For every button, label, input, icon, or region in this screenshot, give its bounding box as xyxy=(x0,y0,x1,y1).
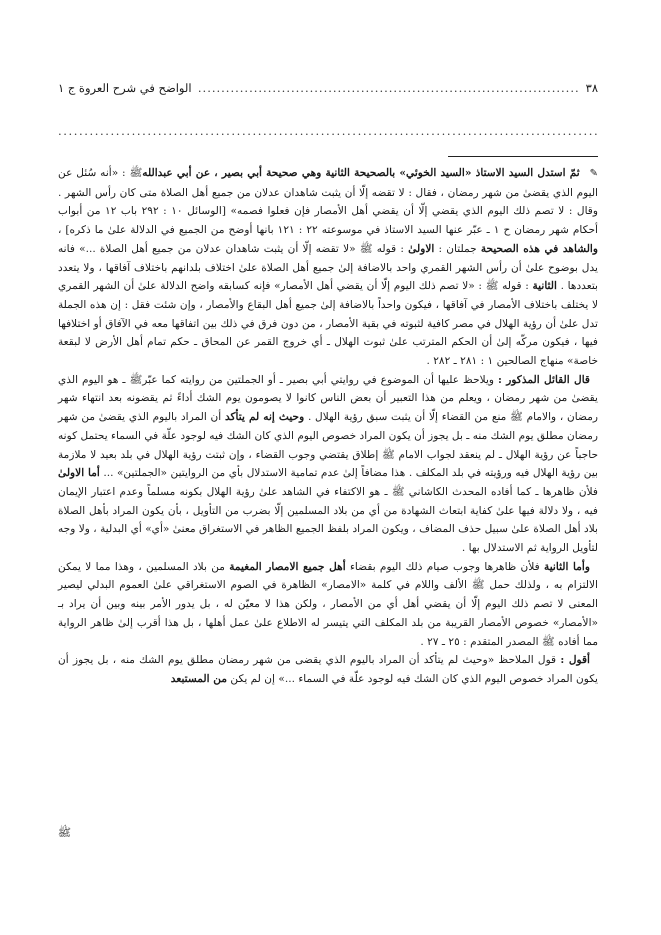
p1-text-1: ﷺ : «أنه سُئل عن اليوم الذي يقضىٰ من شهر رمضان ، فقال : لا تقضه إلّا أن يثبت شاهدان عدلان من جميع أهل الصلاة متى كان رأس الشهر . وقال : لا تصم ذلك اليوم الذي يقضي إلّا أن يقضي أهل الأمصار فإن فعلوا فصمه» [الوسائل ١٠ : ٢٩٢ باب ١٢ من أبواب أحكام شهر رمضان ح ١ ـ عبّر عنها السيد الاستاذ في موسوعته ٢٢ : ١٢١ بانها أوضح من الجميع في الدلالة علىٰ ما ذكره] ، xyxy=(58,167,598,237)
paragraph-1 xyxy=(58,164,598,371)
p4-text-1: قول الملاحظ «وحيث لم يتأكد أن المراد باليوم الذي يقضى من شهر رمضان مطلق يوم الشك منه ، بل يجوز أن يكون المراد خصوص اليوم الذي كان الشك فيه لوجود علّة في السماء ...» إن لم يكن xyxy=(58,654,598,685)
footnote-body xyxy=(58,164,598,689)
p2-text-2: أن المراد باليوم الذي يقضىٰ من شهر رمضان مطلق يوم الشك منه ـ بل يجوز أن يكون المراد خصوص اليوم الذي كان الشك فيه لوجود علّة في السماء يحتمل كونه حاجباً عن رؤية الهلال ـ لم ينعقد لجواب الامام ﷺ إطلاق يقتضي وجوب القضاء ، وإن ثبتت رؤية الهلال في بلد بعيد لا ملازمة بين رؤية الهلال فيه ورؤيته في بلد المكلف . هذا مضافاً إلىٰ عدم تمامية الاستدلال بأي من الروايتين «الجملتين» ... xyxy=(58,411,598,480)
p1-text-2: جملتان : xyxy=(438,242,477,255)
p4-emph-1: من المستبعد xyxy=(170,672,228,685)
running-header xyxy=(58,80,598,96)
p1-text-3: : قوله ﷺ «لا تقضه إلّا أن يثبت شاهدان عدلان من جميع أهل الصلاة ...» فانه يدل بوضوح علىٰ أن رأس الشهر القمري واحد بالاضافة إلىٰ جميع أهل الصلاة علىٰ اختلاف بلدانهم باختلاف آفاقها ، ولا يتعدد بتعددها . xyxy=(58,242,598,293)
paragraph-3 xyxy=(58,558,598,652)
header-leader-dots xyxy=(198,80,580,96)
p2-text-1: ويلاحظ عليها أن الموضوع في روايتي أبي بصير ـ أو الجملتين من روايته كما عبّرﷺ ـ هو اليوم الذي يقضىٰ من شهر رمضان ، ويعلم من هذا التعبير أن بعض الناس كانوا لا يصومون يوم الشك أداءً ثم يقضونه بعد انتهاء شهر رمضان ، والامام ﷺ منع من القضاء إلّا أن يثبت سبق رؤية الهلال . xyxy=(58,373,599,424)
p1-emph-3: الثانية xyxy=(532,280,557,293)
p2-lead: قال القائل المذكور : xyxy=(498,373,590,386)
p1-emph-2: الاولىٰ xyxy=(408,242,435,255)
p2-text-3: فلأن ظاهرها ـ كما أفاده المحدث الكاشاني ﷺ ـ هو الاكتفاء في الشاهد علىٰ رؤية الهلال بكونه مسلماً وعدم اعتبار الإيمان فيه ، ولا دلالة فيها علىٰ كفاية ابتعاث الشهادة من أي من بلاد المسلمين إلّا بضرب من التأويل ، بأن يكون المراد بأهل الصلاة بلاد أهل الصلاة علىٰ سبيل حذف المضاف ، ويكون المراد بلفظ الجميع الظاهر في الاستغراق معنىٰ «أي» أي البدلية ، ولا وجه لتأويل الرواية ثم الاستدلال بها . xyxy=(58,485,598,555)
p1-lead: ثمّ استدل السيد الاستاذ «السيد الخوئي» بالصحيحة الثانية وهي صحيحة أبي بصير ، عن أبي عبدالله xyxy=(142,167,580,179)
p2-emph-2: أما الاولىٰ xyxy=(58,467,100,480)
p3-lead: وأما الثانية xyxy=(544,560,590,573)
p3-emph-1: أهل جميع الامصار المغيمة xyxy=(229,560,346,573)
p2-emph-1: وحيث إنه لم يتأكد xyxy=(224,411,305,424)
separator-dots xyxy=(58,124,598,138)
footnote-rule xyxy=(448,156,598,157)
continuation-mark: ﷺ xyxy=(57,826,71,839)
p3-text-2: من بلاد المسلمين ، وهذا مما لا يمكن الالتزام به ، ولذلك حمل ﷺ الألف واللام في كلمة «الامصار» الظاهرة في الصوم الاستغراقي علىٰ العموم البدلي ليصير المعنى لا تصم ذلك اليوم إلّا أن يقضي أهل أي من الأمصار ، ولكن هذا لا معيّن له ، بل يدور الأمر بينه وبين أن يراد بـ «الأمصار» خصوص الأمصار القريبة من بلد المكلف التي يتيسر له الاطلاع علىٰ عمل أهلها ، بل هذا أقرب إلىٰ ظاهر الرواية مما أفاده ﷺ المصدر المتقدم : ٢٥ ـ ٢٧ . xyxy=(58,560,598,648)
page-number: ٣٨ xyxy=(585,81,598,95)
p3-text-1: فلأن ظاهرها وجوب صيام ذلك اليوم بقضاء xyxy=(349,560,540,573)
p1-emph-1: والشاهد في هذه الصحيحة xyxy=(480,242,598,255)
running-title: الواضح في شرح العروة ج ١ xyxy=(58,81,192,95)
paragraph-2 xyxy=(58,371,598,558)
paragraph-4 xyxy=(58,651,598,688)
footnote-marker-icon: ✎ xyxy=(589,168,598,179)
p1-text-4: : قوله ﷺ : «لا تصم ذلك اليوم إلّا أن يقضي أهل الأمصار» فإنه كسابقه واضح الدلالة علىٰ أن الشهر القمري لا يختلف باختلاف الأمصار في آفاقها ، فيكون واحداً بالاضافة إلىٰ جميع أهل البقاع والأمصار ، وإن شئت فقل : إن هذه الجملة تدل علىٰ أن رؤية الهلال في مصر كافية لثبوته في بقية الأمصار ، من دون فرق في ذلك بين اتفاقها معه في الآفاق أو اختلافها فيها ، فيكون مركّه إلىٰ أن الحكم المترتب علىٰ ثبوت الهلال ـ أي خروج القمر عن المحاق ـ حكم تمام أهل الأرض لا لبقعة خاصة» منهاج الصالحين ١ : ٢٨١ ـ ٢٨٢ . xyxy=(58,280,598,368)
p4-lead: أقول : xyxy=(560,654,590,667)
